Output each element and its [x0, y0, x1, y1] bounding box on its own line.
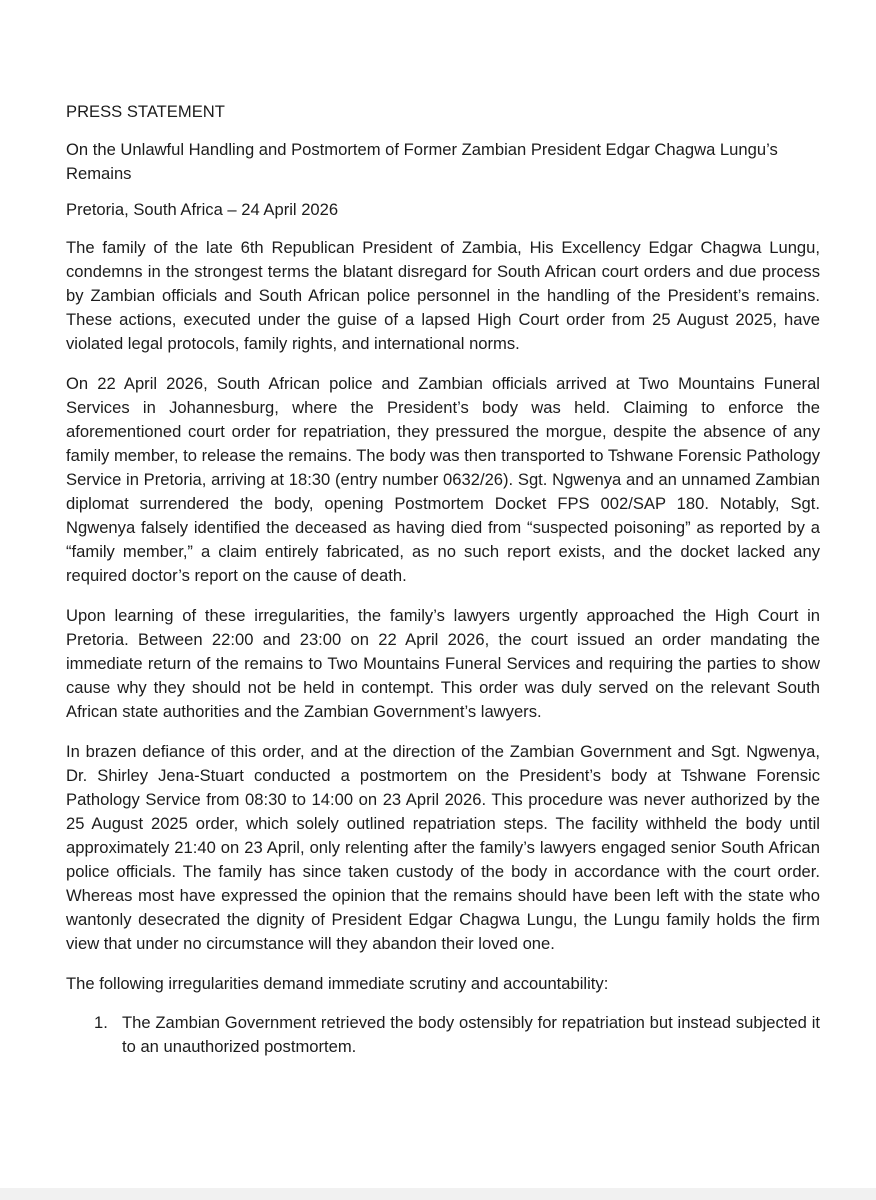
page-bottom-edge [0, 1188, 876, 1200]
paragraph: Upon learning of these irregularities, the family’s lawyers urgently approached the High Court in Pretoria. Between 22:00 and 23:00 on 22 April 2026, the court issued an order mandating the immediate return of the remains to Two Mountains Funeral Services and requiring the parties to show cause why they should not be held in contempt. This order was duly served on the relevant South African state authorities and the Zambian Government’s lawyers. [66, 606, 820, 721]
paragraph: The family of the late 6th Republican President of Zambia, His Excellency Edgar Chagwa Lungu, condemns in the strongest terms the blatant disregard for South African court orders and due process by Zambian officials and South African police personnel in the handling of the President’s remains. These actions, executed under the guise of a lapsed High Court order from 25 August 2025, have violated legal protocols, family rights, and international norms. [66, 238, 820, 353]
paragraph: On 22 April 2026, South African police and Zambian officials arrived at Two Mountains Funeral Services in Johannesburg, where the President’s body was held. Claiming to enforce the aforementioned court order for repatriation, they pressured the morgue, despite the absence of any family member, to release the remains. The body was then transported to Tshwane Forensic Pathology Service in Pretoria, arriving at 18:30 (entry number 0632/26). Sgt. Ngwenya and an unnamed Zambian diplomat surrendered the body, opening Postmortem Docket FPS 002/SAP 180. Notably, Sgt. Ngwenya falsely identified the deceased as having died from “suspected poisoning” as reported by a “family member,” a claim entirely fabricated, as no such report exists, and the docket lacked any required doctor’s report on the cause of death. [66, 374, 820, 585]
list-item [94, 1011, 820, 1059]
document-heading: PRESS STATEMENT [66, 102, 225, 121]
list-lead-in: The following irregularities demand immediate scrutiny and accountability: [66, 974, 609, 993]
list-item-number: 1. [94, 1013, 108, 1032]
paragraph: In brazen defiance of this order, and at the direction of the Zambian Government and Sgt. Ngwenya, Dr. Shirley Jena-Stuart conducted a postmortem on the President’s body at Tshwane Forensic Pathology Service from 08:30 to 14:00 on 23 April 2026. This procedure was never authorized by the 25 August 2025 order, which solely outlined repatriation steps. The facility withheld the body until approximately 21:40 on 23 April, only relenting after the family’s lawyers engaged senior South African police officials. The family has since taken custody of the body in accordance with the court order. Whereas most have expressed the opinion that the remains should have been left with the state who wantonly desecrated the dignity of President Edgar Chagwa Lungu, the Lungu family holds the firm view that under no circumstance will they abandon their loved one. [66, 742, 820, 953]
document-subtitle: On the Unlawful Handling and Postmortem of Former Zambian President Edgar Chagwa Lungu’s Remains [66, 140, 778, 183]
dateline: Pretoria, South Africa – 24 April 2026 [66, 200, 339, 219]
list-item-text: The Zambian Government retrieved the body ostensibly for repatriation but instead subjected it to an unauthorized postmortem. [122, 1013, 820, 1056]
irregularities-list [66, 1011, 820, 1059]
